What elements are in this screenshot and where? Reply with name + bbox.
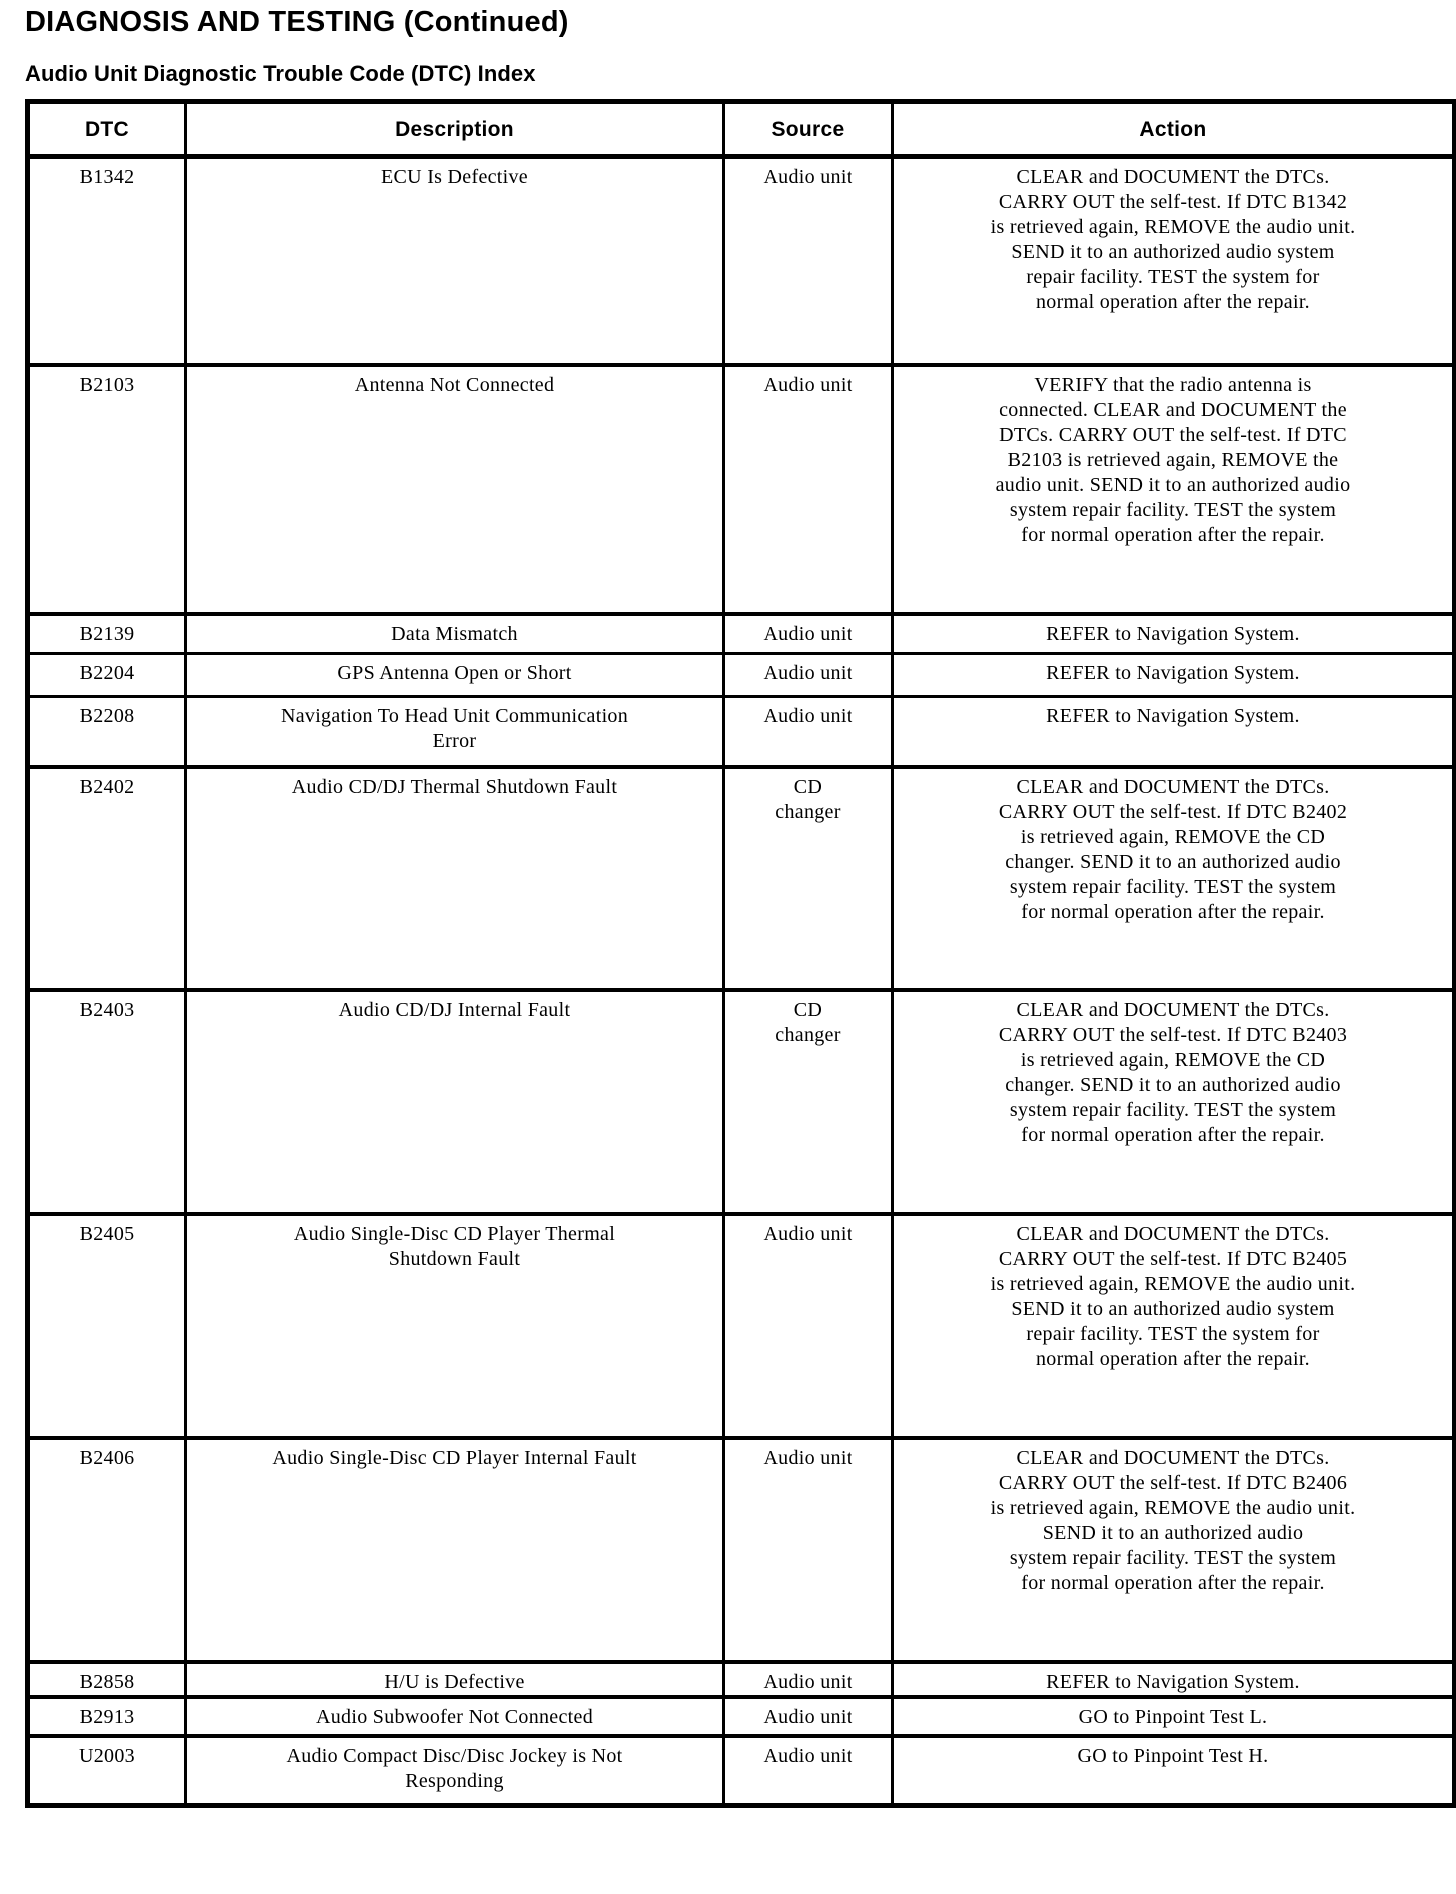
description-cell: Audio Single-Disc CD Player Thermal Shutdown Fault (186, 1214, 724, 1438)
source-cell: CD changer (724, 990, 893, 1214)
table-row (28, 1662, 1455, 1697)
header-row (28, 102, 1455, 157)
source-cell: Audio unit (724, 1438, 893, 1662)
col-header-dtc: DTC (28, 102, 186, 157)
action-cell: REFER to Navigation System. (893, 1662, 1455, 1697)
col-header-source: Source (724, 102, 893, 157)
table-row (28, 157, 1455, 365)
col-header-action: Action (893, 102, 1455, 157)
dtc-cell: B2402 (28, 767, 186, 990)
dtc-cell: B2139 (28, 614, 186, 654)
description-cell: GPS Antenna Open or Short (186, 654, 724, 697)
action-cell: CLEAR and DOCUMENT the DTCs. CARRY OUT the self-test. If DTC B2403 is retrieved again, REMOVE the CD changer. SEND it to an authorized audio system repair facility. TEST the system for normal operation after the repair. (893, 990, 1455, 1214)
col-header-description: Description (186, 102, 724, 157)
page-subtitle: Audio Unit Diagnostic Trouble Code (DTC) Index (25, 61, 536, 86)
source-cell: Audio unit (724, 1662, 893, 1697)
dtc-cell: B2405 (28, 1214, 186, 1438)
action-cell: REFER to Navigation System. (893, 614, 1455, 654)
source-cell: Audio unit (724, 157, 893, 365)
dtc-cell: B2208 (28, 697, 186, 767)
dtc-table-header (28, 102, 1455, 157)
source-cell: Audio unit (724, 614, 893, 654)
action-cell: CLEAR and DOCUMENT the DTCs. CARRY OUT the self-test. If DTC B1342 is retrieved again, REMOVE the audio unit. SEND it to an authorized audio system repair facility. TEST the system for normal operation after the repair. (893, 157, 1455, 365)
table-row (28, 654, 1455, 697)
action-cell: CLEAR and DOCUMENT the DTCs. CARRY OUT the self-test. If DTC B2406 is retrieved again, REMOVE the audio unit. SEND it to an authorized audio system repair facility. TEST the system for normal operation after the repair. (893, 1438, 1455, 1662)
page-title: DIAGNOSIS AND TESTING (Continued) (25, 6, 569, 38)
dtc-cell: B2913 (28, 1697, 186, 1736)
dtc-table (25, 99, 1456, 1808)
description-cell: H/U is Defective (186, 1662, 724, 1697)
table-row (28, 1214, 1455, 1438)
dtc-table-body (28, 157, 1455, 1806)
action-cell: REFER to Navigation System. (893, 697, 1455, 767)
description-cell: Navigation To Head Unit Communication Error (186, 697, 724, 767)
table-row (28, 1697, 1455, 1736)
table-row (28, 614, 1455, 654)
dtc-cell: B2204 (28, 654, 186, 697)
action-cell: CLEAR and DOCUMENT the DTCs. CARRY OUT the self-test. If DTC B2405 is retrieved again, REMOVE the audio unit. SEND it to an authorized audio system repair facility. TEST the system for normal operation after the repair. (893, 1214, 1455, 1438)
table-row (28, 365, 1455, 614)
description-cell: Data Mismatch (186, 614, 724, 654)
action-cell: REFER to Navigation System. (893, 654, 1455, 697)
dtc-cell: B2406 (28, 1438, 186, 1662)
action-cell: CLEAR and DOCUMENT the DTCs. CARRY OUT the self-test. If DTC B2402 is retrieved again, REMOVE the CD changer. SEND it to an authorized audio system repair facility. TEST the system for normal operation after the repair. (893, 767, 1455, 990)
source-cell: Audio unit (724, 1214, 893, 1438)
source-cell: Audio unit (724, 697, 893, 767)
table-row (28, 1736, 1455, 1806)
table-row (28, 1438, 1455, 1662)
source-cell: Audio unit (724, 654, 893, 697)
table-row (28, 990, 1455, 1214)
description-cell: Audio Single-Disc CD Player Internal Fault (186, 1438, 724, 1662)
description-cell: Antenna Not Connected (186, 365, 724, 614)
action-cell: VERIFY that the radio antenna is connected. CLEAR and DOCUMENT the DTCs. CARRY OUT the self-test. If DTC B2103 is retrieved again, REMOVE the audio unit. SEND it to an authorized audio system repair facility. TEST the system for normal operation after the repair. (893, 365, 1455, 614)
dtc-cell: B2403 (28, 990, 186, 1214)
description-cell: Audio CD/DJ Thermal Shutdown Fault (186, 767, 724, 990)
description-cell: Audio Compact Disc/Disc Jockey is Not Responding (186, 1736, 724, 1806)
source-cell: Audio unit (724, 365, 893, 614)
source-cell: Audio unit (724, 1697, 893, 1736)
dtc-cell: U2003 (28, 1736, 186, 1806)
source-cell: CD changer (724, 767, 893, 990)
dtc-cell: B2103 (28, 365, 186, 614)
action-cell: GO to Pinpoint Test L. (893, 1697, 1455, 1736)
dtc-cell: B2858 (28, 1662, 186, 1697)
dtc-cell: B1342 (28, 157, 186, 365)
table-row (28, 767, 1455, 990)
source-cell: Audio unit (724, 1736, 893, 1806)
description-cell: ECU Is Defective (186, 157, 724, 365)
description-cell: Audio Subwoofer Not Connected (186, 1697, 724, 1736)
action-cell: GO to Pinpoint Test H. (893, 1736, 1455, 1806)
table-row (28, 697, 1455, 767)
description-cell: Audio CD/DJ Internal Fault (186, 990, 724, 1214)
